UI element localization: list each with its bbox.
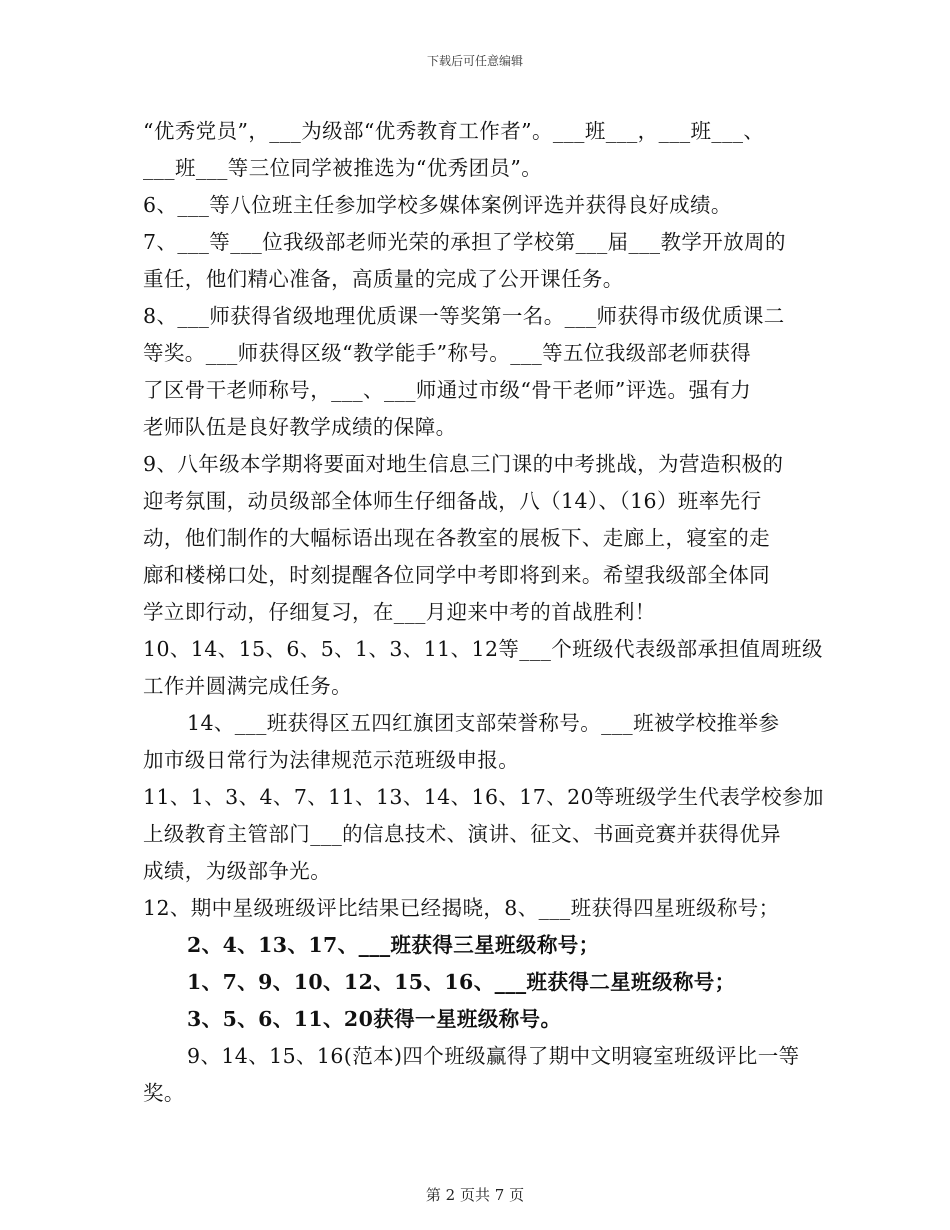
text-line: 7、___等___位我级部老师光荣的承担了学校第___届___教学开放周的 (143, 230, 786, 254)
text-line: 9、八年级本学期将要面对地生信息三门课的中考挑战，为营造积极的 (143, 452, 784, 476)
text-line: 迎考氛围，动员级部全体师生仔细备战，八（14）、（16）班率先行 (143, 489, 762, 513)
text-line: 奖。 (143, 1081, 185, 1105)
text-line: 10、14、15、6、5、1、3、11、12等___个班级代表级部承担值周班级 (143, 637, 823, 661)
page-header: 下载后可任意编辑 (426, 54, 523, 68)
text-line: 11、1、3、4、7、11、13、14、16、17、20等班级学生代表学校参加 (143, 785, 824, 809)
text-line: 了区骨干老师称号，___、___师通过市级“骨干老师”评选。强有力 (143, 378, 752, 402)
text-line: 9、14、15、16(范本)四个班级赢得了期中文明寝室班级评比一等 (187, 1044, 800, 1068)
document-body (143, 113, 824, 1112)
text-line: 8、___师获得省级地理优质课一等奖第一名。___师获得市级优质课二 (143, 304, 785, 328)
page-number: 第 2 页共 7 页 (425, 1186, 525, 1204)
text-line: 14、___班获得区五四红旗团支部荣誉称号。___班被学校推举参 (187, 711, 780, 735)
text-line: “优秀党员”，___为级部“优秀教育工作者”。___班___，___班___、 (143, 119, 765, 143)
text-line: 12、期中星级班级评比结果已经揭晓，8、___班获得四星班级称号； (143, 896, 780, 920)
text-line: 上级教育主管部门___的信息技术、演讲、征文、书画竞赛并获得优异 (143, 822, 782, 846)
text-line: 等奖。___师获得区级“教学能手”称号。___等五位我级部老师获得 (143, 341, 752, 365)
text-line: 工作并圆满完成任务。 (143, 674, 352, 698)
text-line: 学立即行动，仔细复习，在___月迎来中考的首战胜利！ (143, 600, 656, 624)
text-line: 成绩，为级部争光。 (143, 859, 332, 883)
text-line: 老师队伍是良好教学成绩的保障。 (143, 415, 457, 439)
text-line-bold: 1、7、9、10、12、15、16、___班获得二星班级称号； (187, 970, 736, 994)
text-line: 廊和楼梯口处，时刻提醒各位同学中考即将到来。希望我级部全体同 (143, 563, 770, 587)
text-line-bold: 2、4、13、17、___班获得三星班级称号； (187, 933, 600, 957)
text-line: ___班___等三位同学被推选为“优秀团员”。 (143, 156, 543, 180)
text-line-bold: 3、5、6、11、20获得一星班级称号。 (187, 1007, 562, 1031)
text-line: 6、___等八位班主任参加学校多媒体案例评选并获得良好成绩。 (143, 193, 732, 217)
text-line: 动，他们制作的大幅标语出现在各教室的展板下、走廊上，寝室的走 (143, 526, 770, 550)
text-line: 加市级日常行为法律规范示范班级申报。 (143, 748, 520, 772)
text-line: 重任，他们精心准备，高质量的完成了公开课任务。 (143, 267, 624, 291)
